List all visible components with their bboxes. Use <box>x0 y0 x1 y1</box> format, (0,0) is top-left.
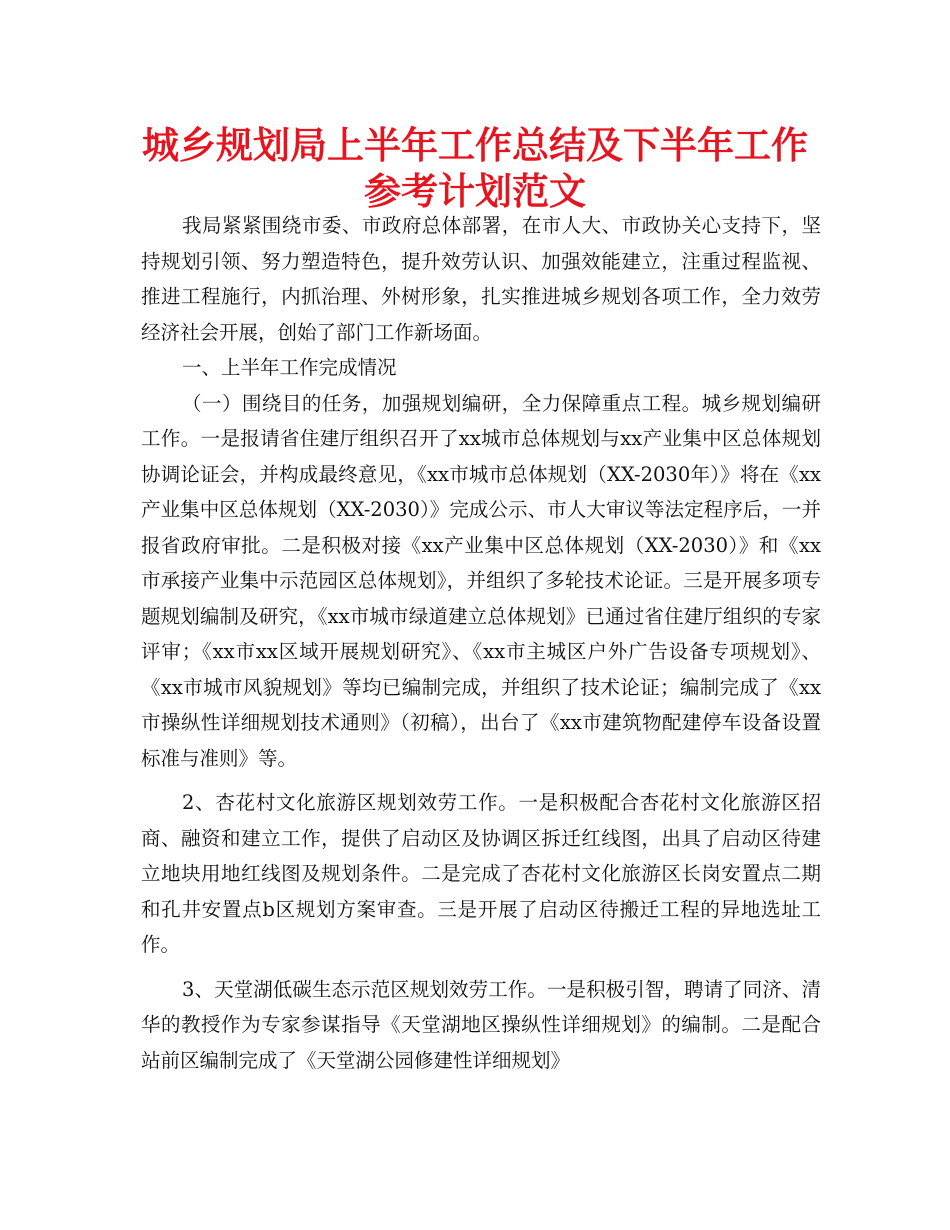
paragraph-tiantang-lake: 3、天堂湖低碳生态示范区规划效劳工作。一是积极引智，聘请了同济、清华的教授作为专家参谋指导《天堂湖地区操纵性详细规划》的编制。二是配合站前区编制完成了《天堂湖公园修建性详细规划》 <box>141 977 821 1072</box>
intro-paragraph: 我局紧紧围绕市委、市政府总体部署，在市人大、市政协关心支持下，坚持规划引领、努力塑造特色，提升效劳认识、加强效能建立，注重过程监视、推进工程施行，内抓治理、外树形象，扎实推进城乡规划各项工作，全力效劳经济社会开展，创始了部门工作新场面。 <box>141 214 821 344</box>
document-body <box>141 208 821 1078</box>
section-heading-first-half-progress: 一、上半年工作完成情况 <box>182 356 397 379</box>
paragraph-planning-research: （一）围绕目的任务，加强规划编研，全力保障重点工程。城乡规划编研工作。一是报请省住建厅组织召开了xx城市总体规划与xx产业集中区总体规划协调论证会，并构成最终意见，《xx市城市总体规划（XX-2030年）》将在《xx产业集中区总体规划（XX-2030）》完成公示、市人大审议等法定程序后，一并报省政府审批。二是积极对接《xx产业集中区总体规划（XX-2030）》和《xx市承接产业集中示范园区总体规划》，并组织了多轮技术论证。三是开展多项专题规划编制及研究，《xx市城市绿道建立总体规划》已通过省住建厅组织的专家评审；《xx市xx区域开展规划研究》、《xx市主城区户外广告设备专项规划》、《xx市城市风貌规划》等均已编制完成，并组织了技术论证；编制完成了《xx市操纵性详细规划技术通则》（初稿），出台了《xx市建筑物配建停车设备设置标准与准则》等。 <box>141 391 821 770</box>
document-title-line-2: 参考计划范文 <box>364 170 586 213</box>
paragraph-xinghua-village: 2、杏花村文化旅游区规划效劳工作。一是积极配合杏花村文化旅游区招商、融资和建立工作，提供了启动区及协调区拆迁红线图，出具了启动区待建立地块用地红线图及规划条件。二是完成了杏花村文化旅游区长岗安置点二期和孔井安置点b区规划方案审查。三是开展了启动区待搬迁工程的异地选址工作。 <box>141 791 821 956</box>
document-title-line-1: 城乡规划局上半年工作总结及下半年工作 <box>142 124 808 167</box>
